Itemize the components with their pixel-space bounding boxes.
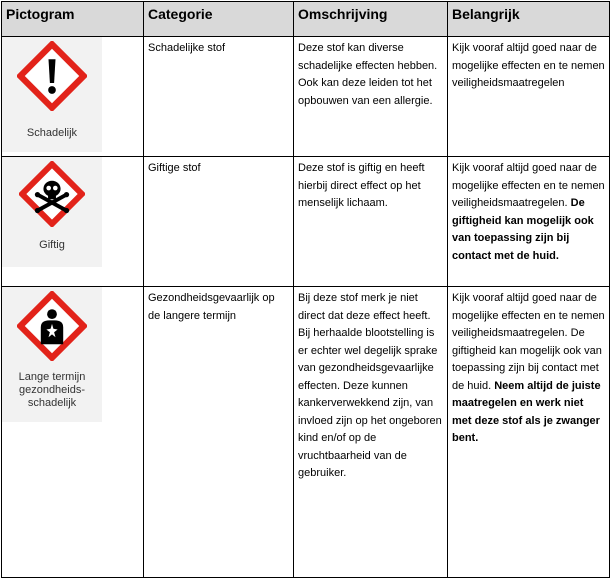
pictogram-cell bbox=[2, 37, 144, 157]
skull-crossbones-icon bbox=[19, 161, 85, 227]
pictogram-image bbox=[2, 157, 102, 267]
categorie-cell: Schadelijke stof bbox=[144, 37, 294, 157]
header-pictogram: Pictogram bbox=[2, 2, 144, 37]
belangrijk-text: Kijk vooraf altijd goed naar de mogelijke effecten en te nemen veiligheidsmaatregelen. bbox=[452, 162, 605, 209]
categorie-cell: Gezondheidsgevaarlijk op de langere termijn bbox=[144, 287, 294, 578]
pictogram-label-line: gezondheids- bbox=[18, 384, 86, 396]
belangrijk-text: Kijk vooraf altijd goed naar de mogelijke effecten en te nemen veiligheidsmaatregelen bbox=[452, 42, 605, 89]
belangrijk-text: Kijk vooraf altijd goed naar de mogelijke effecten en te nemen veiligheidsmaatregelen. De giftigheid kan mogelijk ook van toepassing zijn bij contact met de huid. bbox=[452, 292, 605, 392]
pictogram-image bbox=[2, 37, 102, 152]
belangrijk-cell bbox=[448, 37, 610, 157]
omschrijving-cell: Deze stof kan diverse schadelijke effecten hebben. Ook kan deze leiden tot het opbouwen van een allergie. bbox=[294, 37, 448, 157]
hazard-pictogram-table bbox=[1, 1, 610, 578]
belangrijk-bold-text: De giftigheid kan mogelijk ook van toepassing zijn bij contact met de huid. bbox=[452, 197, 594, 262]
omschrijving-cell: Bij deze stof merk je niet direct dat deze effect heeft. Bij herhaalde blootstelling is er echter wel degelijk sprake van gezondheidsgevaarlijke effecten. Deze kunnen kankerverwekkend zijn, van invloed zijn op het ongeboren kind en/of op de vruchtbaarheid van de gebruiker. bbox=[294, 287, 448, 578]
table-row bbox=[2, 37, 610, 157]
exclamation-mark-icon bbox=[17, 41, 87, 111]
pictogram-label-line: schadelijk bbox=[27, 397, 77, 409]
belangrijk-bold-text: Neem altijd de juiste maatregelen en werk niet met deze stof als je zwanger bent. bbox=[452, 379, 601, 444]
header-belangrijk: Belangrijk bbox=[448, 2, 610, 37]
header-categorie: Categorie bbox=[144, 2, 294, 37]
pictogram-label-line: Lange termijn bbox=[18, 371, 86, 383]
omschrijving-cell: Deze stof is giftig en heeft hierbij direct effect op het menselijk lichaam. bbox=[294, 157, 448, 287]
pictogram-image bbox=[2, 287, 102, 422]
belangrijk-cell bbox=[448, 157, 610, 287]
header-omschrijving: Omschrijving bbox=[294, 2, 448, 37]
pictogram-cell bbox=[2, 157, 144, 287]
categorie-cell: Giftige stof bbox=[144, 157, 294, 287]
pictogram-label: Giftig bbox=[39, 239, 65, 251]
table-header-row bbox=[2, 2, 610, 37]
pictogram-label bbox=[19, 371, 86, 410]
table-row bbox=[2, 287, 610, 578]
pictogram-cell bbox=[2, 287, 144, 578]
health-hazard-icon bbox=[17, 291, 87, 361]
table-row bbox=[2, 157, 610, 287]
belangrijk-cell bbox=[448, 287, 610, 578]
pictogram-label: Schadelijk bbox=[26, 127, 78, 139]
